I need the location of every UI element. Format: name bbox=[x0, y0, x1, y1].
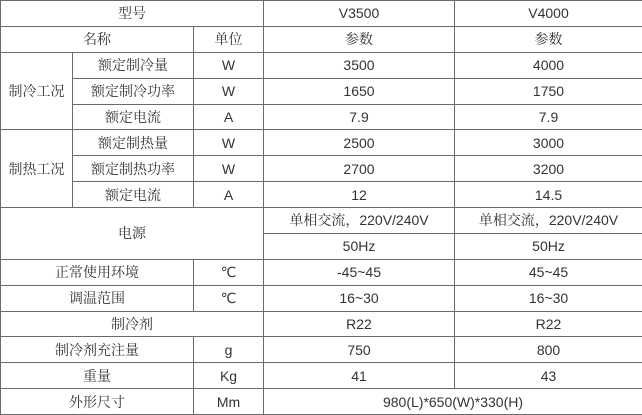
row-name: 制冷剂充注量 bbox=[1, 337, 194, 363]
row-name: 额定制冷功率 bbox=[73, 78, 194, 104]
row-name: 额定制热量 bbox=[73, 130, 194, 156]
table-row-header bbox=[1, 26, 642, 52]
row-unit: A bbox=[194, 182, 264, 208]
row-value-v3500: R22 bbox=[264, 311, 455, 337]
row-unit: W bbox=[194, 52, 264, 78]
row-value-v4000: 4000 bbox=[455, 52, 642, 78]
row-value-v4000: 3000 bbox=[455, 130, 642, 156]
table-row-refrigerant-charge bbox=[1, 337, 642, 363]
table-row-dimensions bbox=[1, 389, 642, 415]
table-row-cooling-capacity bbox=[1, 52, 642, 78]
power-frequency-v4000: 50Hz bbox=[455, 233, 642, 259]
row-value-v3500: 2700 bbox=[264, 156, 455, 182]
cooling-group-label: 制冷工况 bbox=[1, 52, 73, 130]
row-value-v4000: 43 bbox=[455, 363, 642, 389]
power-label: 电源 bbox=[1, 208, 264, 260]
row-unit: ℃ bbox=[194, 259, 264, 285]
name-header-label: 名称 bbox=[1, 26, 194, 52]
row-value-v3500: 2500 bbox=[264, 130, 455, 156]
table-row-model bbox=[1, 1, 642, 27]
row-unit: Kg bbox=[194, 363, 264, 389]
row-unit: Mm bbox=[194, 389, 264, 415]
row-value-v4000: 7.9 bbox=[455, 104, 642, 130]
row-name: 额定制冷量 bbox=[73, 52, 194, 78]
row-name: 正常使用环境 bbox=[1, 259, 194, 285]
row-unit: g bbox=[194, 337, 264, 363]
table-row-temp-range bbox=[1, 285, 642, 311]
row-name: 制冷剂 bbox=[1, 311, 264, 337]
model-header-label: 型号 bbox=[1, 1, 264, 27]
row-value-v3500: 16~30 bbox=[264, 285, 455, 311]
param-header-v3500: 参数 bbox=[264, 26, 455, 52]
row-unit: W bbox=[194, 156, 264, 182]
row-unit: W bbox=[194, 78, 264, 104]
row-value-v4000: R22 bbox=[455, 311, 642, 337]
row-value-v4000: 1750 bbox=[455, 78, 642, 104]
power-voltage-v4000: 单相交流，220V/240V bbox=[455, 208, 642, 234]
row-name: 额定电流 bbox=[73, 104, 194, 130]
power-frequency-v3500: 50Hz bbox=[264, 233, 455, 259]
table-row-cooling-current bbox=[1, 104, 642, 130]
row-value-v3500: 3500 bbox=[264, 52, 455, 78]
row-unit: A bbox=[194, 104, 264, 130]
row-value-v4000: 16~30 bbox=[455, 285, 642, 311]
row-unit: W bbox=[194, 130, 264, 156]
row-value-v4000: 14.5 bbox=[455, 182, 642, 208]
heating-group-label: 制热工况 bbox=[1, 130, 73, 208]
row-name: 外形尺寸 bbox=[1, 389, 194, 415]
model-v4000-header: V4000 bbox=[455, 1, 642, 27]
table-row-refrigerant bbox=[1, 311, 642, 337]
table-row-cooling-power bbox=[1, 78, 642, 104]
row-name: 调温范围 bbox=[1, 285, 194, 311]
table-row-environment bbox=[1, 259, 642, 285]
row-name: 额定电流 bbox=[73, 182, 194, 208]
unit-header-label: 单位 bbox=[194, 26, 264, 52]
table-row-power-voltage bbox=[1, 208, 642, 234]
row-value-v3500: 750 bbox=[264, 337, 455, 363]
model-v3500-header: V3500 bbox=[264, 1, 455, 27]
row-value-v3500: 1650 bbox=[264, 78, 455, 104]
row-value-v3500: -45~45 bbox=[264, 259, 455, 285]
table-row-heating-power bbox=[1, 156, 642, 182]
row-unit: ℃ bbox=[194, 285, 264, 311]
dimensions-value: 980(L)*650(W)*330(H) bbox=[264, 389, 642, 415]
row-name: 重量 bbox=[1, 363, 194, 389]
row-value-v4000: 3200 bbox=[455, 156, 642, 182]
row-value-v4000: 45~45 bbox=[455, 259, 642, 285]
power-voltage-v3500: 单相交流，220V/240V bbox=[264, 208, 455, 234]
param-header-v4000: 参数 bbox=[455, 26, 642, 52]
row-value-v3500: 7.9 bbox=[264, 104, 455, 130]
row-value-v4000: 800 bbox=[455, 337, 642, 363]
table-row-heating-current bbox=[1, 182, 642, 208]
table-row-heating-capacity bbox=[1, 130, 642, 156]
row-value-v3500: 12 bbox=[264, 182, 455, 208]
row-value-v3500: 41 bbox=[264, 363, 455, 389]
row-name: 额定制热功率 bbox=[73, 156, 194, 182]
table-row-weight bbox=[1, 363, 642, 389]
